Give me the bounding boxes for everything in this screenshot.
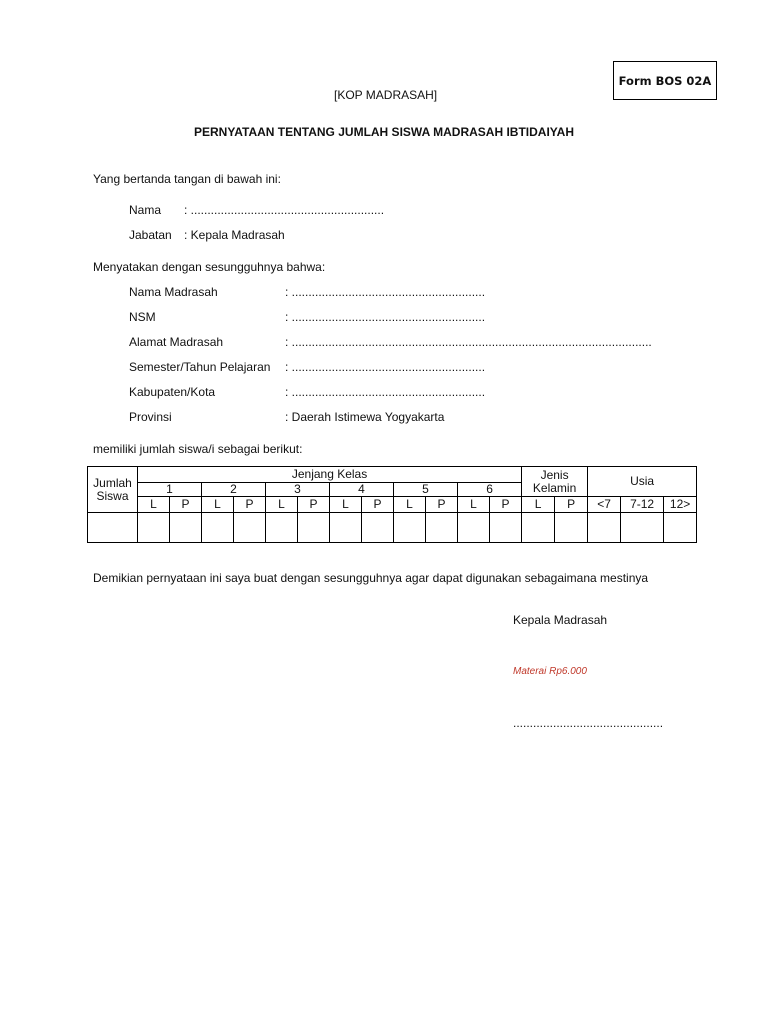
statement-text: Menyatakan dengan sesungguhnya bahwa: [93,260,326,274]
grade-header: 5 [394,483,458,497]
gender-p-header: P [234,497,266,513]
jenis-kelamin-header [522,467,588,497]
grade-header: 3 [266,483,330,497]
materai-stamp-note: Materai Rp6.000 [513,666,587,677]
table-row [88,513,697,543]
data-cell[interactable] [234,513,266,543]
data-cell[interactable] [298,513,330,543]
signature-role: Kepala Madrasah [513,613,608,627]
nama-label: Nama [129,203,162,217]
data-cell[interactable] [664,513,697,543]
field-label: NSM [129,310,156,324]
data-cell[interactable] [138,513,170,543]
data-cell[interactable] [362,513,394,543]
data-cell[interactable] [426,513,458,543]
field-value: : .......................................................... [285,360,486,374]
intro-text: Yang bertanda tangan di bawah ini: [93,172,281,186]
gender-p-header: P [555,497,588,513]
gender-l-header: L [330,497,362,513]
form-code-box [613,61,717,100]
gender-l-header: L [394,497,426,513]
nama-value: : .......................................................... [184,203,385,217]
usia-header: Usia [588,467,697,497]
gender-l-header: L [202,497,234,513]
field-value: : .......................................................... [285,285,486,299]
data-cell[interactable] [202,513,234,543]
data-cell[interactable] [170,513,202,543]
jenjang-kelas-header: Jenjang Kelas [138,467,522,483]
age-group-header: 7-12 [621,497,664,513]
grade-header: 6 [458,483,522,497]
data-cell[interactable] [330,513,362,543]
form-code: Form BOS 02A [618,73,712,88]
student-count-table [87,466,697,543]
gender-p-header: P [298,497,330,513]
table-row [88,497,697,513]
data-cell[interactable] [266,513,298,543]
field-label: Alamat Madrasah [129,335,224,349]
field-value: : ............................................................................................................ [285,335,652,349]
siswa-label: Siswa [96,488,129,503]
kelamin-label: Kelamin [532,480,577,495]
field-label: Nama Madrasah [129,285,218,299]
data-cell[interactable] [458,513,490,543]
gender-p-header: P [490,497,522,513]
gender-l-header: L [522,497,555,513]
grade-header: 2 [202,483,266,497]
field-value: : .......................................................... [285,310,486,324]
field-label: Provinsi [129,410,172,424]
jabatan-value: : Kepala Madrasah [184,228,285,242]
age-group-header: <7 [588,497,621,513]
gender-p-header: P [170,497,202,513]
field-value: : Daerah Istimewa Yogyakarta [285,410,445,424]
jenis-label: Jenis [540,467,569,482]
kop-madrasah: [KOP MADRASAH] [334,88,438,102]
gender-p-header: P [362,497,394,513]
data-cell[interactable] [555,513,588,543]
field-label: Semester/Tahun Pelajaran [129,360,271,374]
gender-l-header: L [458,497,490,513]
closing-text: Demikian pernyataan ini saya buat dengan sesungguhnya agar dapat digunakan sebagaimana mestinya [93,571,649,585]
field-label: Kabupaten/Kota [129,385,216,399]
data-cell[interactable] [522,513,555,543]
data-cell[interactable] [394,513,426,543]
gender-p-header: P [426,497,458,513]
data-cell[interactable] [621,513,664,543]
jumlah-siswa-header [88,467,138,513]
gender-l-header: L [138,497,170,513]
table-row [88,467,697,483]
data-cell[interactable] [490,513,522,543]
jabatan-label: Jabatan [129,228,172,242]
field-value: : .......................................................... [285,385,486,399]
grade-header: 1 [138,483,202,497]
signature-line: ............................................. [513,716,664,730]
data-cell[interactable] [88,513,138,543]
gender-l-header: L [266,497,298,513]
age-group-header: 12> [664,497,697,513]
table-intro: memiliki jumlah siswa/i sebagai berikut: [93,442,303,456]
grade-header: 4 [330,483,394,497]
jumlah-label: Jumlah [93,475,132,490]
page-title: PERNYATAAN TENTANG JUMLAH SISWA MADRASAH IBTIDAIYAH [194,125,575,139]
data-cell[interactable] [588,513,621,543]
